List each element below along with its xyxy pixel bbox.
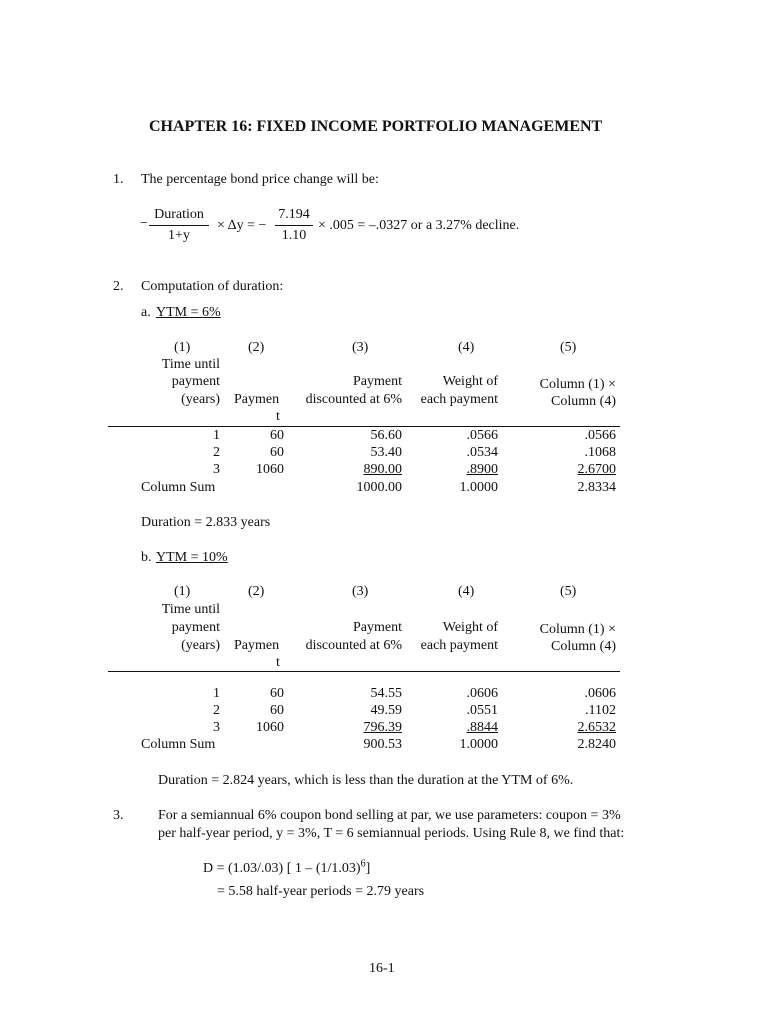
col2-header-line2: t	[276, 409, 280, 424]
table-row: .0566	[584, 428, 616, 443]
q2-number: 2.	[113, 279, 124, 294]
col4-header-line2: each payment	[420, 638, 498, 653]
col4-number: (4)	[458, 340, 475, 355]
col2-header-line1: Paymen	[234, 392, 280, 407]
table-row: 2.6532	[577, 720, 616, 735]
table-row: 49.59	[370, 703, 402, 718]
column-sum-label: Column Sum	[141, 480, 216, 495]
q2a-label: YTM = 6%	[156, 305, 221, 320]
column-sum-value: 2.8334	[577, 480, 616, 495]
column-sum-value: 1.0000	[459, 737, 498, 752]
q1-fraction-duration	[149, 207, 209, 244]
q3-line1: For a semiannual 6% coupon bond selling at par, we use parameters: coupon = 3%	[158, 808, 621, 823]
table-row: 1	[213, 428, 220, 443]
q3-line2: per half-year period, y = 3%, T = 6 semiannual periods. Using Rule 8, we find that:	[158, 826, 625, 841]
col3-header-line1: Payment	[353, 374, 402, 389]
table-row: .0606	[584, 686, 616, 701]
table-row: 890.00	[363, 462, 402, 477]
col1-header-line1: Time until	[161, 602, 220, 617]
table-row: .0551	[466, 703, 498, 718]
q1-frac1-denominator: 1+y	[168, 228, 190, 243]
column-sum-value: 2.8240	[577, 737, 616, 752]
col2-header-line1: Paymen	[234, 638, 280, 653]
table-row: 56.60	[370, 428, 402, 443]
column-sum-label: Column Sum	[141, 737, 216, 752]
duration-b-result: Duration = 2.824 years, which is less than the duration at the YTM of 6%.	[158, 773, 574, 788]
q2b-label: YTM = 10%	[156, 550, 228, 565]
q2-text: Computation of duration:	[141, 279, 284, 294]
col5-header-line2: Column (4)	[551, 639, 616, 654]
table-row: .8900	[466, 462, 498, 477]
q1-text: The percentage bond price change will be:	[141, 172, 379, 187]
q3-eq1-main: D = (1.03/.03) [ 1 – (1/1.03)	[203, 861, 361, 876]
table-row: 3	[213, 462, 220, 477]
table-row: 2.6700	[577, 462, 616, 477]
table-row: .0534	[466, 445, 498, 460]
col5-number: (5)	[560, 584, 577, 599]
q3-number: 3.	[113, 808, 124, 823]
table-row: 3	[213, 720, 220, 735]
duration-a-result: Duration = 2.833 years	[141, 515, 271, 530]
table-row: 2	[213, 703, 220, 718]
col4-header-line2: each payment	[420, 392, 498, 407]
q3-eq1-close: ]	[365, 861, 371, 876]
column-sum-value: 900.53	[363, 737, 402, 752]
col3-header-line2: discounted at 6%	[305, 392, 402, 407]
q2a-prefix: a.	[141, 305, 151, 320]
table-a-header-rule	[108, 426, 620, 427]
col3-number: (3)	[352, 584, 369, 599]
q1-frac2-numerator: 7.194	[275, 207, 313, 226]
col1-header-line2: payment	[171, 374, 220, 389]
table-row: .8844	[466, 720, 498, 735]
table-row: .1068	[584, 445, 616, 460]
table-row: 53.40	[370, 445, 402, 460]
duration-table-b	[108, 584, 620, 754]
col2-number: (2)	[248, 584, 265, 599]
q1-number: 1.	[113, 172, 124, 187]
q1-minus: −	[140, 216, 148, 231]
q1-fraction-values	[275, 207, 313, 244]
col3-header-line1: Payment	[353, 620, 402, 635]
table-row: .0566	[466, 428, 498, 443]
col5-number: (5)	[560, 340, 577, 355]
table-row: 60	[270, 686, 284, 701]
col3-header-line2: discounted at 6%	[305, 638, 402, 653]
q1-result: × .005 = –.0327 or a 3.27% decline.	[318, 218, 520, 233]
column-sum-value: 1000.00	[356, 480, 402, 495]
col2-number: (2)	[248, 340, 265, 355]
table-row: 54.55	[370, 686, 402, 701]
table-row: 796.39	[363, 720, 402, 735]
page-title: CHAPTER 16: FIXED INCOME PORTFOLIO MANAGEMENT	[149, 118, 603, 135]
table-row: 1060	[256, 720, 284, 735]
q1-mid-expression: × Δy = −	[217, 218, 267, 233]
col3-number: (3)	[352, 340, 369, 355]
q3-eq1-exponent: 6	[360, 858, 366, 870]
col1-header-line3: (years)	[181, 392, 220, 407]
table-row: 1060	[256, 462, 284, 477]
q3-equation-line1	[203, 858, 371, 877]
q1-frac1-numerator: Duration	[149, 207, 209, 226]
col4-number: (4)	[458, 584, 475, 599]
col5-header-line1: Column (1) ×	[539, 377, 616, 392]
col4-header-line1: Weight of	[442, 620, 498, 635]
table-row: 60	[270, 703, 284, 718]
table-b-header-rule	[108, 671, 620, 672]
table-row: .1102	[585, 703, 616, 718]
col2-header-line2: t	[276, 655, 280, 670]
q1-frac2-denominator: 1.10	[281, 228, 307, 243]
col1-number: (1)	[174, 340, 191, 355]
q2b-prefix: b.	[141, 550, 152, 565]
table-row: 1	[213, 686, 220, 701]
col1-header-line3: (years)	[181, 638, 220, 653]
col4-header-line1: Weight of	[442, 374, 498, 389]
col5-header-line2: Column (4)	[551, 394, 616, 409]
duration-table-a	[108, 340, 620, 500]
col1-header-line1: Time until	[161, 357, 220, 372]
page-number: 16-1	[369, 961, 395, 976]
table-row: .0606	[466, 686, 498, 701]
table-row: 2	[213, 445, 220, 460]
table-row: 60	[270, 428, 284, 443]
table-row: 60	[270, 445, 284, 460]
column-sum-value: 1.0000	[459, 480, 498, 495]
q3-equation-line2: = 5.58 half-year periods = 2.79 years	[217, 884, 425, 899]
col1-header-line2: payment	[171, 620, 220, 635]
col1-number: (1)	[174, 584, 191, 599]
col5-header-line1: Column (1) ×	[539, 622, 616, 637]
